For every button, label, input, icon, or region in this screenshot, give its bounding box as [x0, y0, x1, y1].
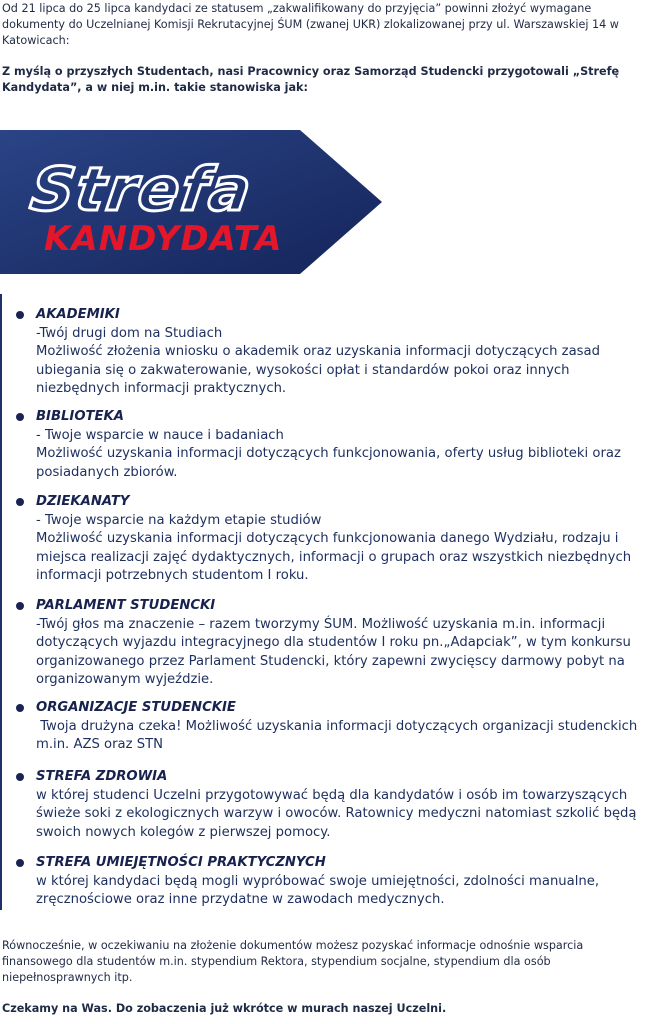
bullet-icon [16, 311, 24, 319]
item-text: w której studenci Uczelni przygotowywać będą dla kandydatów i osób im towarzyszących świeże soki z ekologicznych warzyw i owoców. Ratownicy medyczni natomiast szkolić będą swoich nowych kolegów z pierwszej pomocy. [36, 787, 637, 840]
strefa-kandydata-banner [0, 128, 384, 276]
outro-section [2, 938, 650, 1017]
item-title: AKADEMIKI [36, 307, 120, 322]
item-subtitle: -Twój drugi dom na Studiach [36, 325, 223, 341]
list-item-dziekanaty [16, 493, 652, 586]
outro-paragraph: Równocześnie, w oczekiwaniu na złożenie dokumentów możesz pozyskać informacje odnośnie wsparcia finansowego dla studentów m.in. stypendium Rektora, stypendium socjalne, stypendium dla osób niepełnosprawnych itp. [2, 939, 584, 984]
banner-graphic [0, 128, 384, 276]
intro-bold-paragraph: Z myślą o przyszłych Studentach, nasi Pracownicy oraz Samorząd Studencki przygotowali „Strefę Kandydata”, a w niej m.in. takie stanowiska jak: [2, 65, 620, 95]
item-text: Możliwość złożenia wniosku o akademik oraz uzyskania informacji dotyczących zasad ubiegania się o zakwaterowanie, wysokości opłat i standardów pokoi oraz innych niezbędnych informacji praktycznych. [36, 344, 601, 396]
banner-word-strefa: Strefa [26, 155, 257, 225]
item-text: w której kandydaci będą mogli wypróbować swoje umiejętności, zdolności manualne, zręcznościowe oraz inne przydatne w zawodach medycznych. [36, 873, 600, 907]
item-title: ORGANIZACJE STUDENCKIE [36, 700, 236, 715]
item-title: PARLAMENT STUDENCKI [36, 598, 216, 613]
list-item-strefa-umiejetnosci [16, 854, 652, 910]
item-title: BIBLIOTEKA [36, 409, 124, 424]
intro-section [2, 1, 650, 96]
item-text: Możliwość uzyskania informacji dotyczących funkcjonowania, oferty usług biblioteki oraz posiadanych zbiorów. [36, 446, 621, 480]
list-item-organizacje-studenckie [16, 699, 652, 755]
item-title: STREFA ZDROWIA [36, 769, 168, 784]
bullet-icon [16, 773, 24, 781]
list-item-strefa-zdrowia [16, 768, 652, 842]
stations-list [0, 294, 654, 910]
bullet-icon [16, 704, 24, 712]
item-text: Twoja drużyna czeka! Możliwość uzyskania informacji dotyczących organizacji studenckich m.in. AZS oraz STN [36, 718, 638, 752]
item-subtitle: - Twoje wsparcie w nauce i badaniach [36, 427, 284, 443]
bullet-icon [16, 859, 24, 867]
item-subtitle: - Twoje wsparcie na każdym etapie studiów [36, 512, 322, 528]
list-item-parlament-studencki [16, 597, 652, 690]
bullet-icon [16, 498, 24, 506]
list-item-biblioteka [16, 408, 652, 482]
banner-word-kandydata: KANDYDATA [44, 219, 283, 259]
item-text: Możliwość uzyskania informacji dotyczących funkcjonowania danego Wydziału, rodzaju i miejsca realizacji zajęć dydaktycznych, informacji o grupach oraz wszystkich niezbędnych informacji potrzebnych studentom I roku. [36, 531, 632, 583]
bullet-icon [16, 602, 24, 610]
bullet-icon [16, 413, 24, 421]
item-text: -Twój głos ma znaczenie – razem tworzymy ŚUM. Możliwość uzyskania m.in. informacji dotyczących wyjazdu integracyjnego dla studentów I roku pn.„Adapciak”, w tym konkursu organizowanego przez Parlament Studencki, który zapewni zwycięscy darmowy pobyt na organizowanym wyjeździe. [36, 616, 631, 687]
item-title: STREFA UMIEJĘTNOŚCI PRAKTYCZNYCH [36, 855, 326, 870]
intro-paragraph: Od 21 lipca do 25 lipca kandydaci ze statusem „zakwalifikowany do przyjęcia” powinni złożyć wymagane dokumenty do Uczelnianej Komisji Rekrutacyjnej ŚUM (zwanej UKR) zlokalizowanej przy ul. Warszawskiej 14 w Katowicach: [2, 2, 619, 47]
list-item-akademiki [16, 306, 652, 399]
item-title: DZIEKANATY [36, 494, 130, 509]
outro-bold-paragraph: Czekamy na Was. Do zobaczenia już wkrótce w murach naszej Uczelni. [2, 1002, 447, 1016]
